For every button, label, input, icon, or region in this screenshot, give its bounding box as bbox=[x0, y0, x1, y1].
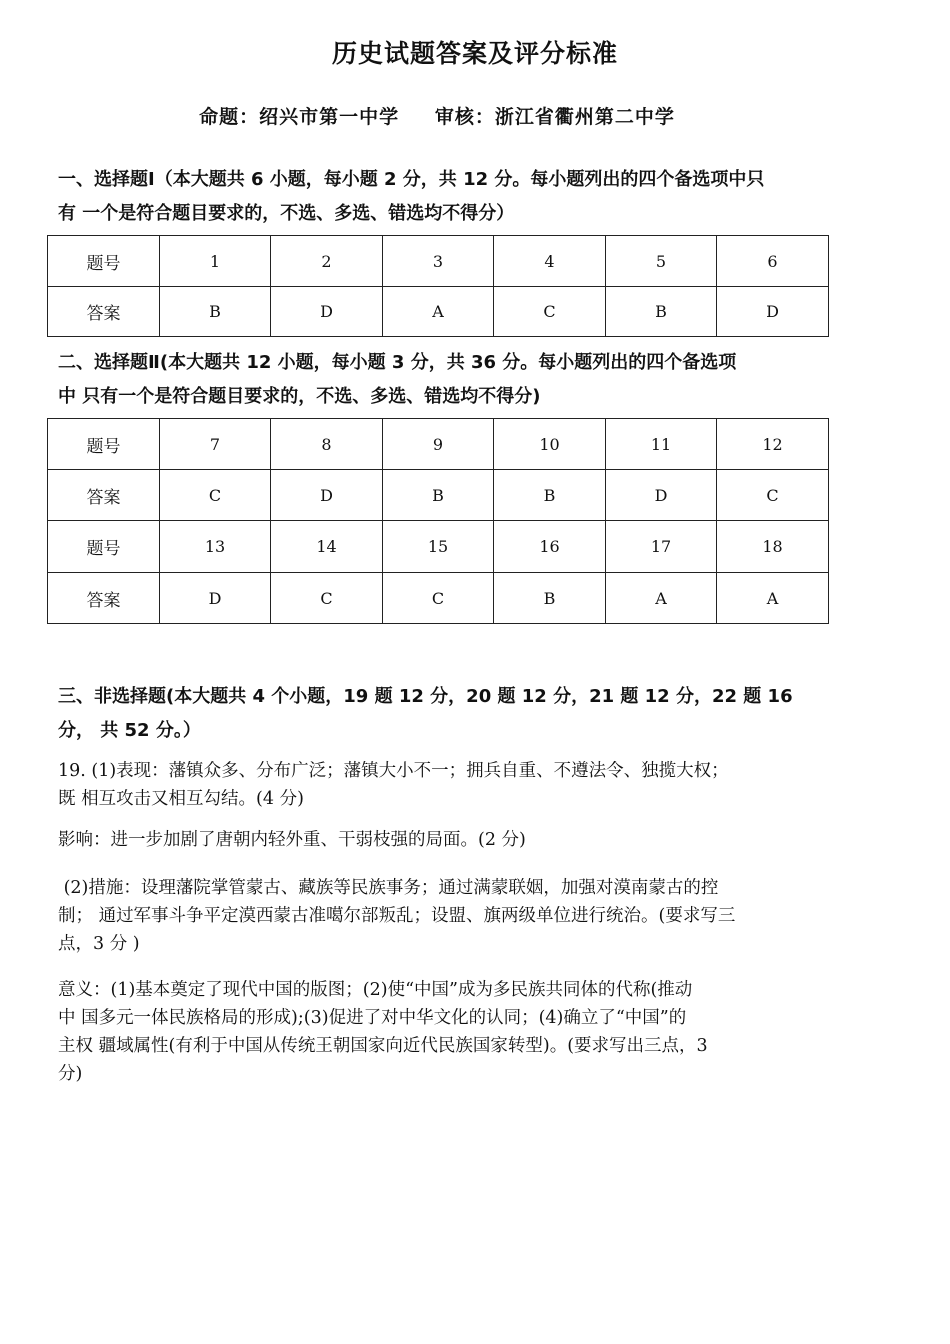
answer-cell: D bbox=[717, 287, 829, 337]
row-label-question: 题号 bbox=[48, 521, 160, 573]
answer-cell: B bbox=[383, 470, 494, 521]
question-number: 9 bbox=[383, 419, 494, 470]
answer-cell: A bbox=[383, 287, 494, 337]
answer-cell: C bbox=[271, 573, 383, 624]
section2-answer-table bbox=[47, 418, 829, 624]
table-row bbox=[48, 287, 829, 337]
section1-answer-table bbox=[47, 235, 829, 337]
answer-cell: A bbox=[717, 573, 829, 624]
table-row bbox=[48, 236, 829, 287]
question-number: 10 bbox=[494, 419, 606, 470]
q19-part2-significance: 意义：(1)基本奠定了现代中国的版图；(2)使“中国”成为多民族共同体的代称(推动 中 国多元一体民族格局的形成);(3)促进了对中华文化的认同；(4)确立了“中国”的 主权 疆域属性(有利于中国从传统王朝国家向近代民族国家转型)。(要求写出三点，3 分) bbox=[58, 980, 708, 1084]
answer-cell: D bbox=[271, 470, 383, 521]
table-row bbox=[48, 470, 829, 521]
question-number: 14 bbox=[271, 521, 383, 573]
question-number: 7 bbox=[160, 419, 271, 470]
table-row bbox=[48, 419, 829, 470]
table-row bbox=[48, 521, 829, 573]
authorship-line bbox=[0, 102, 874, 129]
question-number: 4 bbox=[494, 236, 606, 287]
row-label-answer: 答案 bbox=[48, 470, 160, 521]
question-number: 17 bbox=[606, 521, 717, 573]
answer-cell: B bbox=[160, 287, 271, 337]
question-number: 16 bbox=[494, 521, 606, 573]
question-number: 2 bbox=[271, 236, 383, 287]
question-number: 12 bbox=[717, 419, 829, 470]
answer-cell: D bbox=[271, 287, 383, 337]
question-number: 5 bbox=[606, 236, 717, 287]
row-label-question: 题号 bbox=[48, 236, 160, 287]
question-number: 18 bbox=[717, 521, 829, 573]
answer-cell: C bbox=[717, 470, 829, 521]
answer-cell: D bbox=[606, 470, 717, 521]
question-number: 3 bbox=[383, 236, 494, 287]
question-number: 13 bbox=[160, 521, 271, 573]
answer-cell: B bbox=[606, 287, 717, 337]
author-label: 命题：绍兴市第一中学 bbox=[199, 106, 400, 128]
table-row bbox=[48, 573, 829, 624]
q19-part2-measures: (2)措施：设理藩院掌管蒙古、藏族等民族事务；通过满蒙联姻，加强对漠南蒙古的控 制； 通过军事斗争平定漠西蒙古准噶尔部叛乱；设盟、旗两级单位进行统治。(要求写三 点，3 分 ) bbox=[58, 878, 736, 954]
section1-heading: 一、选择题Ⅰ（本大题共 6 小题，每小题 2 分，共 12 分。每小题列出的四个备选项中只 有 一个是符合题目要求的，不选、多选、错选均不得分） bbox=[58, 169, 765, 224]
answer-cell: B bbox=[494, 573, 606, 624]
q19-part1-impact: 影响：进一步加剧了唐朝内轻外重、干弱枝强的局面。(2 分) bbox=[58, 830, 526, 850]
answer-cell: C bbox=[494, 287, 606, 337]
row-label-answer: 答案 bbox=[48, 287, 160, 337]
reviewer-label: 审核：浙江省衢州第二中学 bbox=[434, 106, 675, 128]
q19-part1-performance: 19. (1)表现：藩镇众多、分布广泛；藩镇大小不一；拥兵自重、不遵法令、独揽大权； 既 相互攻击又相互勾结。(4 分) bbox=[58, 761, 729, 809]
page-title: 历史试题答案及评分标准 bbox=[331, 39, 618, 68]
question-number: 8 bbox=[271, 419, 383, 470]
answer-cell: D bbox=[160, 573, 271, 624]
question-number: 11 bbox=[606, 419, 717, 470]
row-label-answer: 答案 bbox=[48, 573, 160, 624]
question-number: 15 bbox=[383, 521, 494, 573]
question-number: 6 bbox=[717, 236, 829, 287]
answer-cell: A bbox=[606, 573, 717, 624]
answer-cell: C bbox=[160, 470, 271, 521]
section2-heading: 二、选择题Ⅱ(本大题共 12 小题，每小题 3 分，共 36 分。每小题列出的四个备选项 中 只有一个是符合题目要求的，不选、多选、错选均不得分) bbox=[58, 352, 737, 407]
answer-cell: C bbox=[383, 573, 494, 624]
row-label-question: 题号 bbox=[48, 419, 160, 470]
section3-heading: 三、非选择题(本大题共 4 个小题，19 题 12 分，20 题 12 分，21 题 12 分，22 题 16 分， 共 52 分。） bbox=[58, 686, 793, 741]
answer-cell: B bbox=[494, 470, 606, 521]
question-number: 1 bbox=[160, 236, 271, 287]
